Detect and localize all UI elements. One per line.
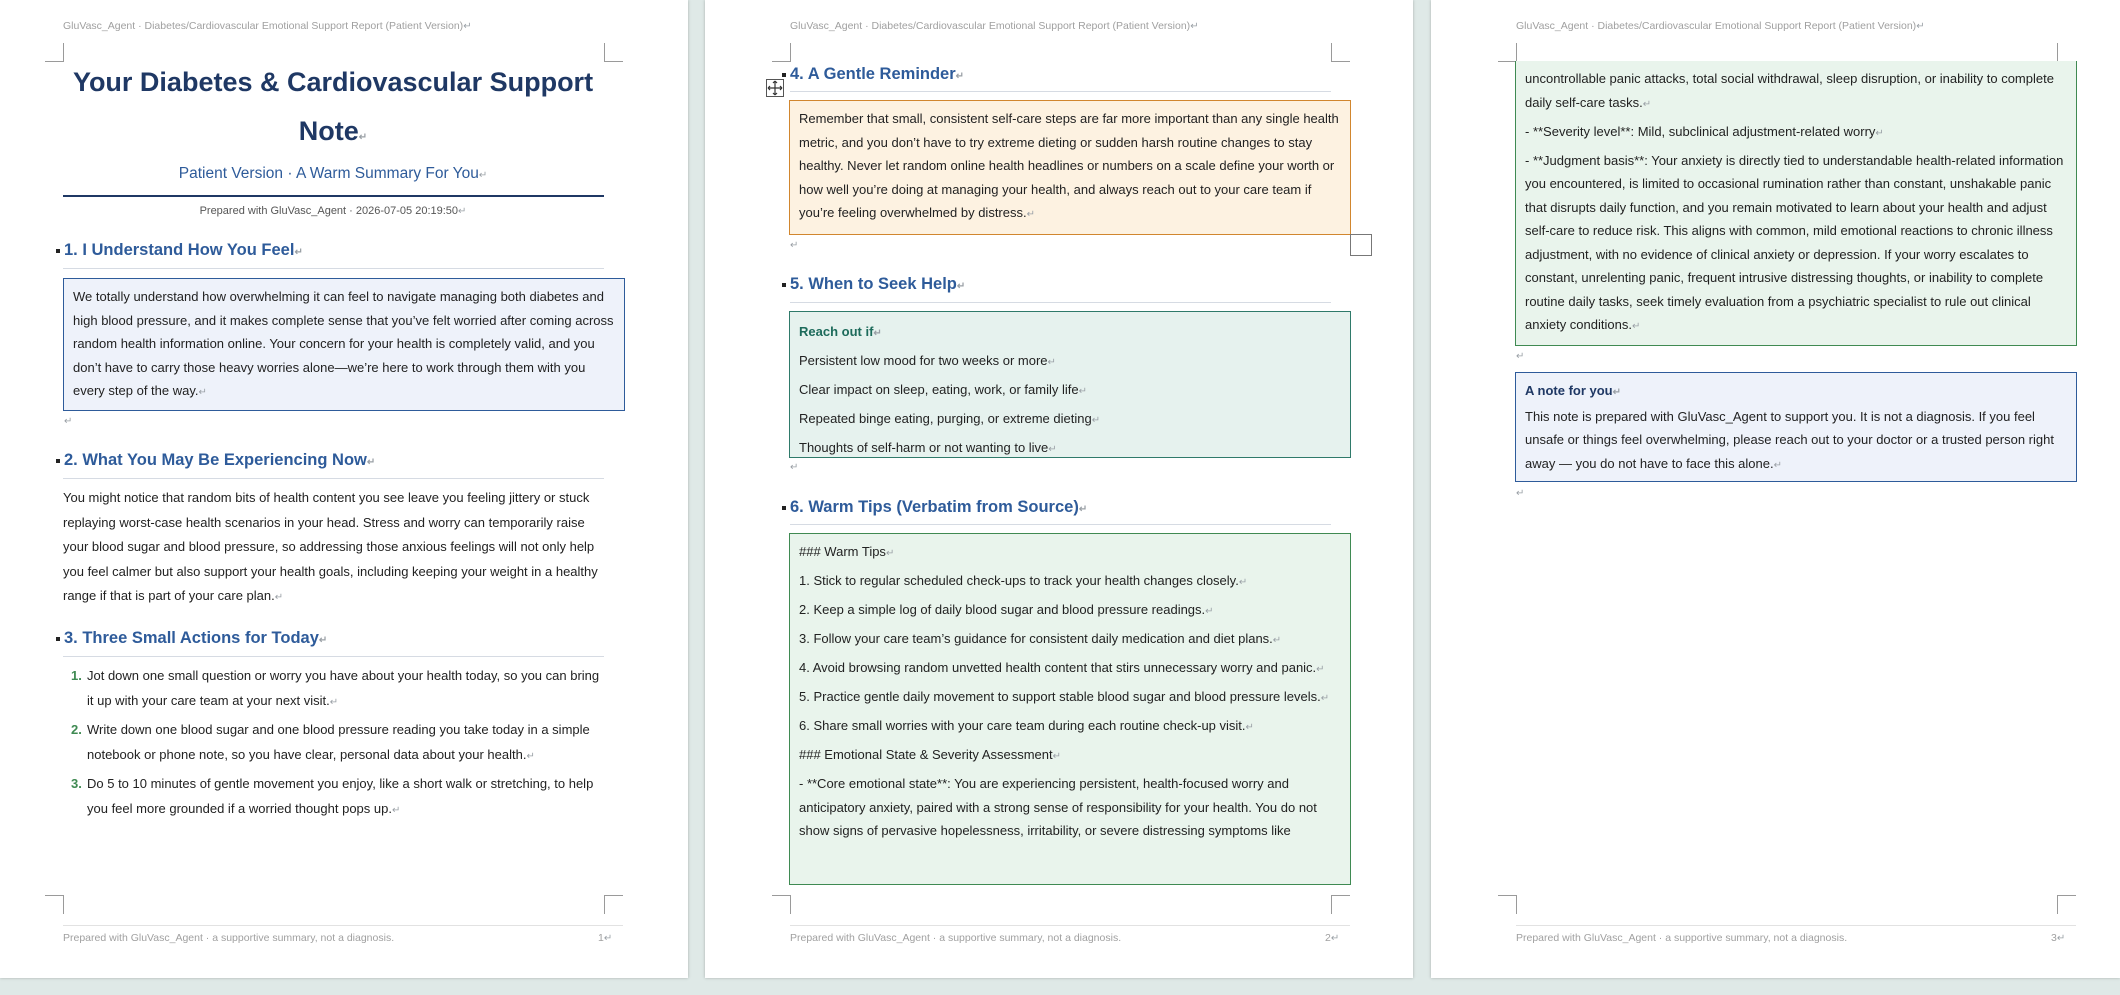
action-item: 1. Jot down one small question or worry you have about your health today, so you can bring it up with your care team at your next visit.↵ bbox=[71, 668, 600, 708]
section-heading-6: 6. Warm Tips (Verbatim from Source)↵ bbox=[790, 498, 1087, 517]
page-header: GluVasc_Agent · Diabetes/Cardiovascular Emotional Support Report (Patient Version)↵ bbox=[1516, 20, 1925, 32]
action-item: 2. Write down one blood sugar and one blood pressure reading you take today in a simple notebook or phone note, so you have clear, personal data about your health.↵ bbox=[71, 722, 590, 762]
section-heading-3: 3. Three Small Actions for Today↵ bbox=[64, 629, 327, 648]
section-heading-4: 4. A Gentle Reminder↵ bbox=[790, 65, 964, 84]
paragraph-mark: ↵ bbox=[790, 240, 799, 251]
section-heading-2: 2. What You May Be Experiencing Now↵ bbox=[64, 451, 375, 470]
core-state-text: - **Core emotional state**: You are experiencing persistent, health-focused worry and anticipatory anxiety, paired with a strong sense of responsibility for your health. You do not show signs of pervasive hopelessness, irritability, or severe distressing symptoms like bbox=[799, 776, 1317, 838]
heading-rule bbox=[790, 302, 1331, 303]
tip-item: 3. Follow your care team’s guidance for consistent daily medication and diet plans.↵ bbox=[799, 631, 1282, 646]
tip-item: 1. Stick to regular scheduled check-ups to track your health changes closely.↵ bbox=[799, 573, 1248, 588]
margin-corner-mark bbox=[45, 43, 64, 62]
footer-rule bbox=[1516, 925, 2076, 926]
margin-corner-mark bbox=[2057, 43, 2076, 62]
document-page-1 bbox=[0, 0, 688, 978]
tip-item: 5. Practice gentle daily movement to support stable blood sugar and blood pressure levels.↵ bbox=[799, 689, 1330, 704]
note-heading: A note for you↵ bbox=[1525, 383, 1622, 398]
severity-level: - **Severity level**: Mild, subclinical adjustment-related worry↵ bbox=[1525, 123, 1884, 139]
tip-item: 4. Avoid browsing random unvetted health content that stirs unnecessary worry and panic.↵ bbox=[799, 660, 1325, 675]
prepared-meta: Prepared with GluVasc_Agent · 2026-07-05 20:19:50↵ bbox=[199, 205, 467, 217]
page-number: 3↵ bbox=[2051, 932, 2066, 944]
action-item: 3. Do 5 to 10 minutes of gentle movement you enjoy, like a short walk or stretching, to help you feel more grounded if a worried thought pops up.↵ bbox=[71, 776, 594, 816]
margin-corner-mark bbox=[45, 895, 64, 914]
seek-help-box bbox=[789, 311, 1351, 458]
note-text: This note is prepared with GluVasc_Agent to support you. It is not a diagnosis. If you feel unsafe or things feel overwhelming, please reach out to your doctor or a trusted person right away — you do not have to face this alone.↵ bbox=[1525, 408, 2054, 471]
help-item: Persistent low mood for two weeks or more↵ bbox=[799, 353, 1056, 368]
warm-tips-box bbox=[789, 533, 1351, 885]
paragraph-mark: ↵ bbox=[64, 416, 73, 427]
tip-item: 2. Keep a simple log of daily blood sugar and blood pressure readings.↵ bbox=[799, 602, 1214, 617]
experience-paragraph: You might notice that random bits of health content you see leave you feeling jittery or stuck replaying worst-case health scenarios in your head. Stress and worry can temporarily raise your blood sugar and blood pressure, so addressing those anxious feelings will not only help you feel calmer but also support your health goals, including keeping your weight in a healthy range if that is part of your care plan.↵ bbox=[63, 490, 598, 603]
margin-corner-mark bbox=[1331, 895, 1350, 914]
footer-rule bbox=[790, 925, 1350, 926]
page-footer: Prepared with GluVasc_Agent · a supportive summary, not a diagnosis. bbox=[63, 932, 395, 944]
margin-corner-mark bbox=[604, 43, 623, 62]
assessment-continued-box bbox=[1515, 61, 2077, 346]
document-page-3 bbox=[1431, 0, 2120, 978]
actions-list bbox=[63, 664, 608, 826]
margin-corner-mark bbox=[1498, 895, 1517, 914]
table-resize-handle[interactable] bbox=[1350, 234, 1372, 256]
page-header: GluVasc_Agent · Diabetes/Cardiovascular Emotional Support Report (Patient Version)↵ bbox=[790, 20, 1199, 32]
heading-rule bbox=[63, 656, 604, 657]
document-title: Your Diabetes & Cardiovascular Support Note↵ bbox=[72, 67, 594, 146]
paragraph-mark: ↵ bbox=[1516, 351, 1525, 362]
help-item: Repeated binge eating, purging, or extreme dieting↵ bbox=[799, 411, 1101, 426]
margin-corner-mark bbox=[2057, 895, 2076, 914]
tips-heading: ### Warm Tips↵ bbox=[799, 544, 895, 559]
note-for-you-box bbox=[1515, 372, 2077, 482]
paragraph-mark: ↵ bbox=[1516, 488, 1525, 499]
heading-rule bbox=[790, 91, 1331, 92]
margin-corner-mark bbox=[772, 43, 791, 62]
judgment-basis: - **Judgment basis**: Your anxiety is directly tied to understandable health-related information you encountered, is limited to occasional rumination rather than constant, unshakable panic that disrupts daily function, and you remain motivated to learn about your health and adjust self-care to reduce risk. This aligns with common, mild emotional reactions to chronic illness adjustment, with no evidence of clinical anxiety or depression. If your worry escalates to constant, unrelenting panic, frequent intrusive distressing thoughts, or inability to complete routine daily tasks, seek timely evaluation from a psychiatric specialist to rule out clinical anxiety conditions.↵ bbox=[1525, 152, 2064, 332]
page-number: 1↵ bbox=[598, 932, 613, 944]
page-footer: Prepared with GluVasc_Agent · a supportive summary, not a diagnosis. bbox=[1516, 932, 1848, 944]
reach-out-heading: Reach out if↵ bbox=[799, 324, 882, 339]
paragraph-mark: ↵ bbox=[790, 462, 799, 473]
section-heading-1: 1. I Understand How You Feel↵ bbox=[64, 241, 303, 260]
page-footer: Prepared with GluVasc_Agent · a supportive summary, not a diagnosis. bbox=[790, 932, 1122, 944]
help-item: Thoughts of self-harm or not wanting to live↵ bbox=[799, 440, 1057, 455]
margin-corner-mark bbox=[1498, 43, 1517, 62]
heading-rule bbox=[790, 524, 1331, 525]
title-rule bbox=[63, 195, 604, 197]
footer-rule bbox=[63, 925, 623, 926]
section-heading-5: 5. When to Seek Help↵ bbox=[790, 275, 965, 294]
table-move-handle-icon[interactable] bbox=[766, 79, 784, 97]
document-page-2 bbox=[705, 0, 1413, 978]
margin-corner-mark bbox=[604, 895, 623, 914]
margin-corner-mark bbox=[1331, 43, 1350, 62]
heading-rule bbox=[63, 268, 604, 269]
help-item: Clear impact on sleep, eating, work, or family life↵ bbox=[799, 382, 1088, 397]
assessment-heading: ### Emotional State & Severity Assessment↵ bbox=[799, 747, 1062, 762]
reminder-box: Remember that small, consistent self-care steps are far more important than any single health metric, and you don’t have to try extreme dieting or sudden harsh routine changes to stay healthy. Never let random online health headlines or numbers on a scale define your worth or how well you’re doing at managing your health, and always reach out to your care team if you’re feeling overwhelmed by distress.↵ bbox=[789, 100, 1351, 235]
page-header: GluVasc_Agent · Diabetes/Cardiovascular Emotional Support Report (Patient Version)↵ bbox=[63, 20, 472, 32]
page-number: 2↵ bbox=[1325, 932, 1340, 944]
margin-corner-mark bbox=[772, 895, 791, 914]
empathy-box: We totally understand how overwhelming it can feel to navigate managing both diabetes and high blood pressure, and it makes complete sense that you’ve felt worried after coming across random health information online. Your concern for your health is completely valid, and you don’t have to carry those heavy worries alone—we’re here to work through them with you every step of the way.↵ bbox=[63, 278, 625, 411]
tip-item: 6. Share small worries with your care team during each routine check-up visit.↵ bbox=[799, 718, 1254, 733]
core-state-continued: uncontrollable panic attacks, total social withdrawal, sleep disruption, or inability to complete daily self-care tasks.↵ bbox=[1525, 71, 2054, 110]
document-subtitle: Patient Version · A Warm Summary For You↵ bbox=[178, 165, 488, 182]
heading-rule bbox=[63, 478, 604, 479]
